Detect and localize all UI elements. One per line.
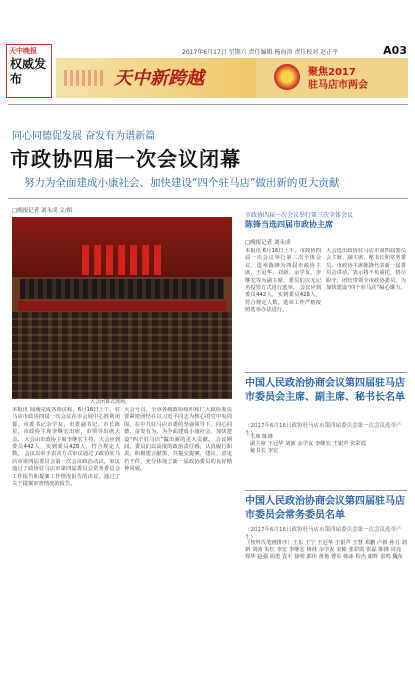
- standing-members-note: （2017年6月16日政协驻马店市第四届委员会第一次会议选举产生）: [245, 527, 402, 541]
- standing-members-title: 中国人民政治协商会议第四届驻马店市委员会常务委员名单: [245, 496, 405, 521]
- photo-presidium: [20, 279, 224, 299]
- right-article-column-a: 本报讯 6月16日上午，市政协四届一次会议举行第三次全体会议，选举陈锋为四届市政协主席，王冠华、刘新、余学友、李继宏等为副主席，委员们以无记名投票方式进行选举。 会议应到委员442人，实到委员428人，符合规定人数。选举工作严格按照选举办法进行。: [245, 248, 321, 314]
- section-label: 权威发布: [10, 57, 47, 86]
- article-column-2: 大会号召，全市各级政协组织和广大政协委员要紧密团结在以习近平同志为核心的党中央周围，在中共驻马店市委的坚强领导下，同心同德、奋发有为，为全面建成小康社会、加快建设“四个驻马店”做出新的更大贡献。 会议期间，委员们以高度的政治责任感，认真履行职责，积极建言献策，共提交提案、建议、意见若干件，充分体现了新一届政协委员的良好精神风貌。: [124, 407, 232, 473]
- photo-flag: [82, 245, 89, 275]
- divider: [8, 198, 408, 199]
- article-column-1: 本报讯 圆满完成各项议程，6月16日上午，驻马店市政协四届一次会议在市会展中心胜利闭幕。市委书记余学友，市委副书记、市长陈星，市政协主席李继宏出席，市领导出席大会。 大会由市政协主席李继宏主持。大会应到委员442人，实到委员428人，符合规定人数。 会议以举手表决方式审议通过了政协驻马店市第四届委员会第一次会议政治决议，审议通过了政协驻马店市第四届委员会常务委员会工作报告和提案工作情况报告的决议，通过了关于提案审查情况的报告。: [12, 407, 120, 488]
- leaders-list: 主席 陈锋 副主席 王冠华 刘新 余学友 李继宏 王银声 张彩霞 秘书长 李宏: [250, 434, 367, 454]
- divider: [245, 372, 407, 373]
- photo-flag: [130, 245, 137, 275]
- header-banner: [56, 58, 408, 98]
- photo-audience-rows: [12, 312, 232, 399]
- banner-right-title: [308, 66, 368, 92]
- divider: [245, 490, 407, 491]
- photo-flag: [118, 245, 125, 275]
- meeting-photo: [12, 217, 232, 399]
- right-article-byline: □晚报记者 刘永成: [245, 240, 291, 246]
- banner-right-line2: 驻马店市两会: [308, 80, 368, 91]
- section-logo: [6, 44, 52, 98]
- banner-title: 天中新跨越: [114, 68, 204, 89]
- article-deck: 努力为全面建成小康社会、加快建设“四个驻马店”做出新的更大贡献: [24, 177, 340, 189]
- banner-decoration: [64, 70, 104, 86]
- divider: [8, 104, 408, 105]
- photo-caption: 大会闭幕式现场。: [90, 399, 131, 405]
- photo-flag: [142, 245, 149, 275]
- standing-members-list: （按姓氏笔画排序）王东 王宁 王冠华 王银声 王慧 邓鹏 卢新 孙力 刘新 刘涛 朱红 李宏 李继宏 杨林 余学友 宋彬 张彩霞 张磊 陈锋 周亮 郑华 赵强 胡勇 袁平 徐明 郭伟 黄艳 曹军 韩冰 程杰 谢辉 雷鸣 魏东: [245, 540, 407, 560]
- cppcc-emblem-icon: [274, 64, 300, 90]
- photo-flag: [94, 245, 101, 275]
- right-article-title: 陈锋当选四届市政协主席: [245, 220, 333, 229]
- page-number: A03: [383, 44, 407, 57]
- right-article-kicker: 市政协四届一次会议举行第三次全体会议: [245, 212, 354, 219]
- leaders-list-note: （2017年6月16日政协驻马店市第四届委员会第一次会议选举产生）: [245, 423, 402, 437]
- photo-flag: [106, 245, 113, 275]
- article-subtitle: 同心同德促发展 奋发有为谱新篇: [12, 131, 156, 142]
- banner-right-line1: 聚焦2017: [308, 67, 356, 78]
- leaders-list-title: 中国人民政治协商会议第四届驻马店市委员会主席、副主席、秘书长名单: [245, 378, 405, 403]
- date-line: 2017年6月17日 星期六 责任编辑 杨海涛 责任校对 赵正平: [182, 49, 339, 56]
- photo-table: [18, 301, 226, 311]
- right-article-column-b: 大会选出政协驻马店市第四届委员会主席、副主席、秘书长和常务委员。市政协主席陈锋代表新一届委员会讲话，表示将不负重托，恪尽职守，团结带领全市政协委员，为加快建设“四个驻马店”凝心聚力。: [326, 248, 406, 292]
- photo-flag: [154, 245, 161, 275]
- article-headline: 市政协四届一次会议闭幕: [10, 147, 241, 171]
- article-byline: □晚报记者 刘永成 文/图: [12, 208, 73, 214]
- paper-name: 天中晚报: [9, 47, 37, 55]
